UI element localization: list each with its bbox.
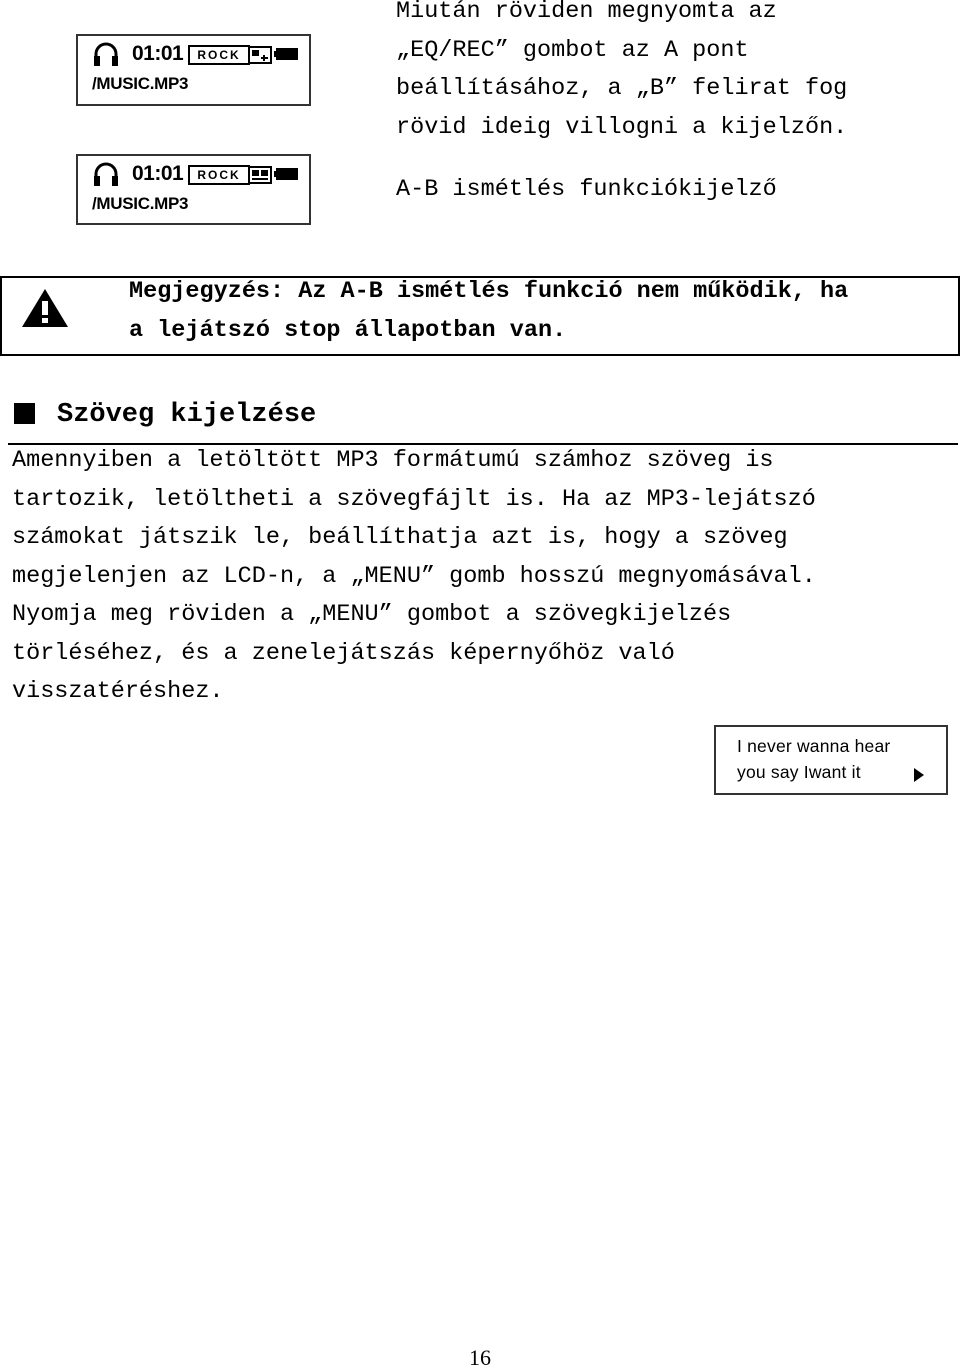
intro-line: rövid ideig villogni a kijelzőn. bbox=[396, 113, 848, 141]
lcd-time: 01:01 bbox=[132, 42, 184, 65]
battery-icon bbox=[274, 168, 298, 180]
section-heading: Szöveg kijelzése bbox=[57, 400, 317, 430]
page-number: 16 bbox=[469, 1345, 491, 1370]
body-line: tartozik, letöltheti a szövegfájlt is. Ha az MP3-lejátszó bbox=[12, 485, 816, 513]
body-line: Amennyiben a letöltött MP3 formátumú számhoz szöveg is bbox=[12, 447, 774, 474]
ab-repeat-icon bbox=[248, 166, 272, 184]
play-arrow-icon bbox=[914, 768, 924, 782]
body-line: számokat játszik le, beállíthatja azt is, hogy a szöveg bbox=[12, 524, 788, 551]
lcd-filename: /MUSIC.MP3 bbox=[92, 74, 189, 93]
ab-repeat-icon bbox=[248, 46, 272, 64]
lcd-screen-1 bbox=[76, 34, 311, 106]
lyrics-line-2: you say Iwant it bbox=[737, 762, 861, 782]
intro-line: Miután röviden megnyomta az bbox=[396, 0, 777, 25]
square-bullet-icon bbox=[14, 403, 35, 424]
note-line: Megjegyzés: Az A-B ismétlés funkció nem működik, ha bbox=[129, 278, 849, 305]
lyrics-line-1: I never wanna hear bbox=[737, 736, 891, 756]
body-line: törléséhez, és a zenelejátszás képernyőhöz való bbox=[12, 639, 675, 667]
headphones-icon bbox=[92, 161, 120, 189]
battery-icon bbox=[274, 48, 298, 60]
body-paragraph bbox=[12, 442, 816, 712]
warning-icon bbox=[20, 287, 70, 329]
intro-line: „EQ/REC” gombot az A pont bbox=[396, 36, 749, 64]
body-line: megjelenjen az LCD-n, a „MENU” gomb hosszú megnyomásával. bbox=[12, 562, 816, 590]
body-line: Nyomja meg röviden a „MENU” gombot a szövegkijelzés bbox=[12, 601, 732, 628]
note-text bbox=[129, 273, 848, 350]
intro-line: beállításához, a „B” felirat fog bbox=[396, 75, 848, 102]
lcd-filename: /MUSIC.MP3 bbox=[92, 194, 189, 213]
body-line: visszatéréshez. bbox=[12, 678, 224, 705]
lyrics-screen bbox=[714, 725, 948, 795]
lcd-time: 01:01 bbox=[132, 162, 184, 185]
eq-mode-badge: ROCK bbox=[188, 165, 250, 185]
lcd-screen-2 bbox=[76, 154, 311, 225]
eq-mode-badge: ROCK bbox=[188, 45, 250, 65]
figure-caption: A-B ismétlés funkciókijelző bbox=[396, 176, 777, 203]
intro-paragraph bbox=[396, 0, 847, 147]
headphones-icon bbox=[92, 41, 120, 69]
note-line: a lejátszó stop állapotban van. bbox=[129, 316, 567, 344]
